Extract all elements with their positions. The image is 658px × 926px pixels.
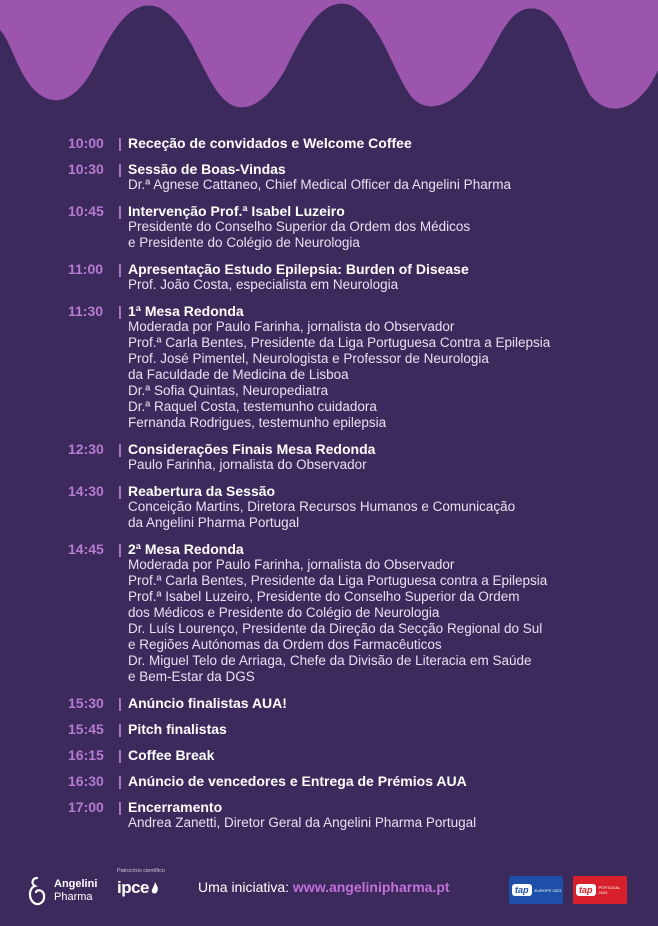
agenda-item: [68, 135, 648, 151]
agenda-separator: |: [118, 441, 122, 457]
agenda-item: [68, 721, 648, 737]
agenda-separator: |: [118, 161, 122, 177]
agenda-separator: |: [118, 773, 122, 789]
agenda-time: 16:30: [68, 773, 104, 789]
agenda-title: Intervenção Prof.ª Isabel Luzeiro: [128, 203, 345, 219]
agenda-time: 15:45: [68, 721, 104, 737]
agenda-time: 14:30: [68, 483, 104, 499]
agenda-separator: |: [118, 203, 122, 219]
agenda-item: [68, 203, 648, 251]
agenda-title: Pitch finalistas: [128, 721, 227, 737]
agenda-item: [68, 541, 648, 685]
initiative-link[interactable]: www.angelinipharma.pt: [292, 879, 450, 895]
agenda-separator: |: [118, 135, 122, 151]
tap-portugal-badge: [573, 876, 627, 904]
agenda-time: 12:30: [68, 441, 104, 457]
agenda-body: [127, 135, 648, 151]
ipce-name: ipce: [117, 878, 150, 897]
agenda-separator: |: [118, 261, 122, 277]
agenda-detail-line: Andrea Zanetti, Diretor Geral da Angelini Pharma Portugal: [128, 815, 477, 830]
agenda-separator: |: [118, 483, 122, 499]
agenda-time: 14:45: [68, 541, 104, 557]
agenda-detail-line: Dr.ª Sofia Quintas, Neuropediatra: [128, 383, 329, 398]
agenda-title: Receção de convidados e Welcome Coffee: [128, 135, 412, 151]
angelini-mark-icon: [26, 876, 48, 906]
footer: [0, 860, 658, 926]
agenda-detail-line: e Presidente do Colégio de Neurologia: [128, 235, 360, 250]
agenda-title: Apresentação Estudo Epilepsia: Burden of Disease: [128, 261, 469, 277]
agenda-detail-line: Prof.ª Carla Bentes, Presidente da Liga Portuguesa contra a Epilepsia: [128, 573, 548, 588]
agenda-time: 10:45: [68, 203, 104, 219]
agenda-detail-line: da Angelini Pharma Portugal: [128, 515, 300, 530]
agenda-detail-line: Dr. Luís Lourenço, Presidente da Direção da Secção Regional do Sul: [128, 621, 543, 636]
agenda-body: [127, 747, 648, 763]
agenda-body: [127, 161, 648, 193]
sponsor-label: Patrocínio científico: [117, 868, 165, 874]
agenda-title: Considerações Finais Mesa Redonda: [128, 441, 376, 457]
agenda-detail-line: Conceição Martins, Diretora Recursos Humanos e Comunicação: [128, 499, 516, 514]
decorative-wave-banner: [0, 0, 658, 130]
agenda-detail-line: Fernanda Rodrigues, testemunho epilepsia: [128, 415, 387, 430]
agenda-item: [68, 695, 648, 711]
angelini-logo[interactable]: [26, 876, 97, 906]
agenda-detail-line: Moderada por Paulo Farinha, jornalista do Observador: [128, 557, 455, 572]
agenda-detail-line: Dr.ª Agnese Cattaneo, Chief Medical Officer da Angelini Pharma: [128, 177, 511, 192]
agenda-detail-line: Presidente do Conselho Superior da Ordem dos Médicos: [128, 219, 471, 234]
agenda-separator: |: [118, 303, 122, 319]
agenda-detail-line: Prof. João Costa, especialista em Neurologia: [128, 277, 399, 292]
agenda-separator: |: [118, 799, 122, 815]
agenda-separator: |: [118, 695, 122, 711]
agenda-time: 16:15: [68, 747, 104, 763]
agenda-title: Anúncio finalistas AUA!: [128, 695, 287, 711]
agenda-item: [68, 303, 648, 431]
initiative-label: Uma iniciativa:: [198, 879, 290, 895]
badge-eu-sub: EUROPE 2023: [534, 887, 562, 893]
agenda-detail-line: Prof. José Pimentel, Neurologista e Professor de Neurologia: [128, 351, 489, 366]
agenda-separator: |: [118, 721, 122, 737]
agenda-body: [127, 721, 648, 737]
agenda-body: [127, 695, 648, 711]
agenda-detail-line: Paulo Farinha, jornalista do Observador: [128, 457, 367, 472]
agenda-detail-line: Prof.ª Isabel Luzeiro, Presidente do Conselho Superior da Ordem: [128, 589, 520, 604]
agenda-separator: |: [118, 747, 122, 763]
agenda-title: 1ª Mesa Redonda: [128, 303, 244, 319]
badge-eu-main: tap: [512, 884, 532, 896]
agenda-title: Encerramento: [128, 799, 223, 815]
agenda-item: [68, 483, 648, 531]
agenda-detail-line: Dr. Miguel Telo de Arriaga, Chefe da Divisão de Literacia em Saúde: [128, 653, 532, 668]
agenda-detail-line: e Regiões Autónomas da Ordem dos Farmacêuticos: [128, 637, 442, 652]
agenda-body: [127, 799, 648, 831]
agenda-separator: |: [118, 541, 122, 557]
logo-line-1: Angelini: [54, 878, 98, 890]
initiative-text: [198, 879, 450, 895]
agenda-item: [68, 799, 648, 831]
badge-pt-main: tap: [576, 884, 596, 896]
agenda-title: 2ª Mesa Redonda: [128, 541, 244, 557]
agenda-body: [127, 441, 648, 473]
agenda-body: [127, 483, 648, 531]
badge-pt-sub: PORTUGAL 2023: [598, 885, 621, 895]
sponsor-block: [117, 868, 165, 898]
agenda-body: [127, 303, 648, 431]
agenda-detail-line: Moderada por Paulo Farinha, jornalista do Observador: [128, 319, 455, 334]
agenda-detail-line: da Faculdade de Medicina de Lisboa: [128, 367, 349, 382]
ipce-logo[interactable]: [117, 878, 165, 898]
agenda-title: Anúncio de vencedores e Entrega de Prémios AUA: [128, 773, 467, 789]
agenda-title: Sessão de Boas-Vindas: [128, 161, 286, 177]
logo-line-2: Pharma: [54, 891, 93, 903]
agenda-time: 10:30: [68, 161, 104, 177]
flame-icon: [151, 882, 159, 894]
agenda-item: [68, 441, 648, 473]
agenda-item: [68, 161, 648, 193]
agenda-item: [68, 747, 648, 763]
agenda-item: [68, 773, 648, 789]
agenda-body: [127, 203, 648, 251]
agenda-title: Coffee Break: [128, 747, 215, 763]
agenda-body: [127, 541, 648, 685]
agenda-list: [68, 135, 648, 841]
agenda-time: 15:30: [68, 695, 104, 711]
agenda-body: [127, 773, 648, 789]
tap-europe-badge: [509, 876, 563, 904]
agenda-detail-line: Prof.ª Carla Bentes, Presidente da Liga Portuguesa Contra a Epilepsia: [128, 335, 551, 350]
agenda-item: [68, 261, 648, 293]
agenda-time: 11:30: [68, 303, 104, 319]
agenda-time: 10:00: [68, 135, 104, 151]
agenda-detail-line: dos Médicos e Presidente do Colégio de Neurologia: [128, 605, 440, 620]
agenda-detail-line: Dr.ª Raquel Costa, testemunho cuidadora: [128, 399, 377, 414]
agenda-body: [127, 261, 648, 293]
agenda-title: Reabertura da Sessão: [128, 483, 276, 499]
agenda-time: 17:00: [68, 799, 104, 815]
agenda-time: 11:00: [68, 261, 104, 277]
agenda-detail-line: e Bem-Estar da DGS: [128, 669, 255, 684]
